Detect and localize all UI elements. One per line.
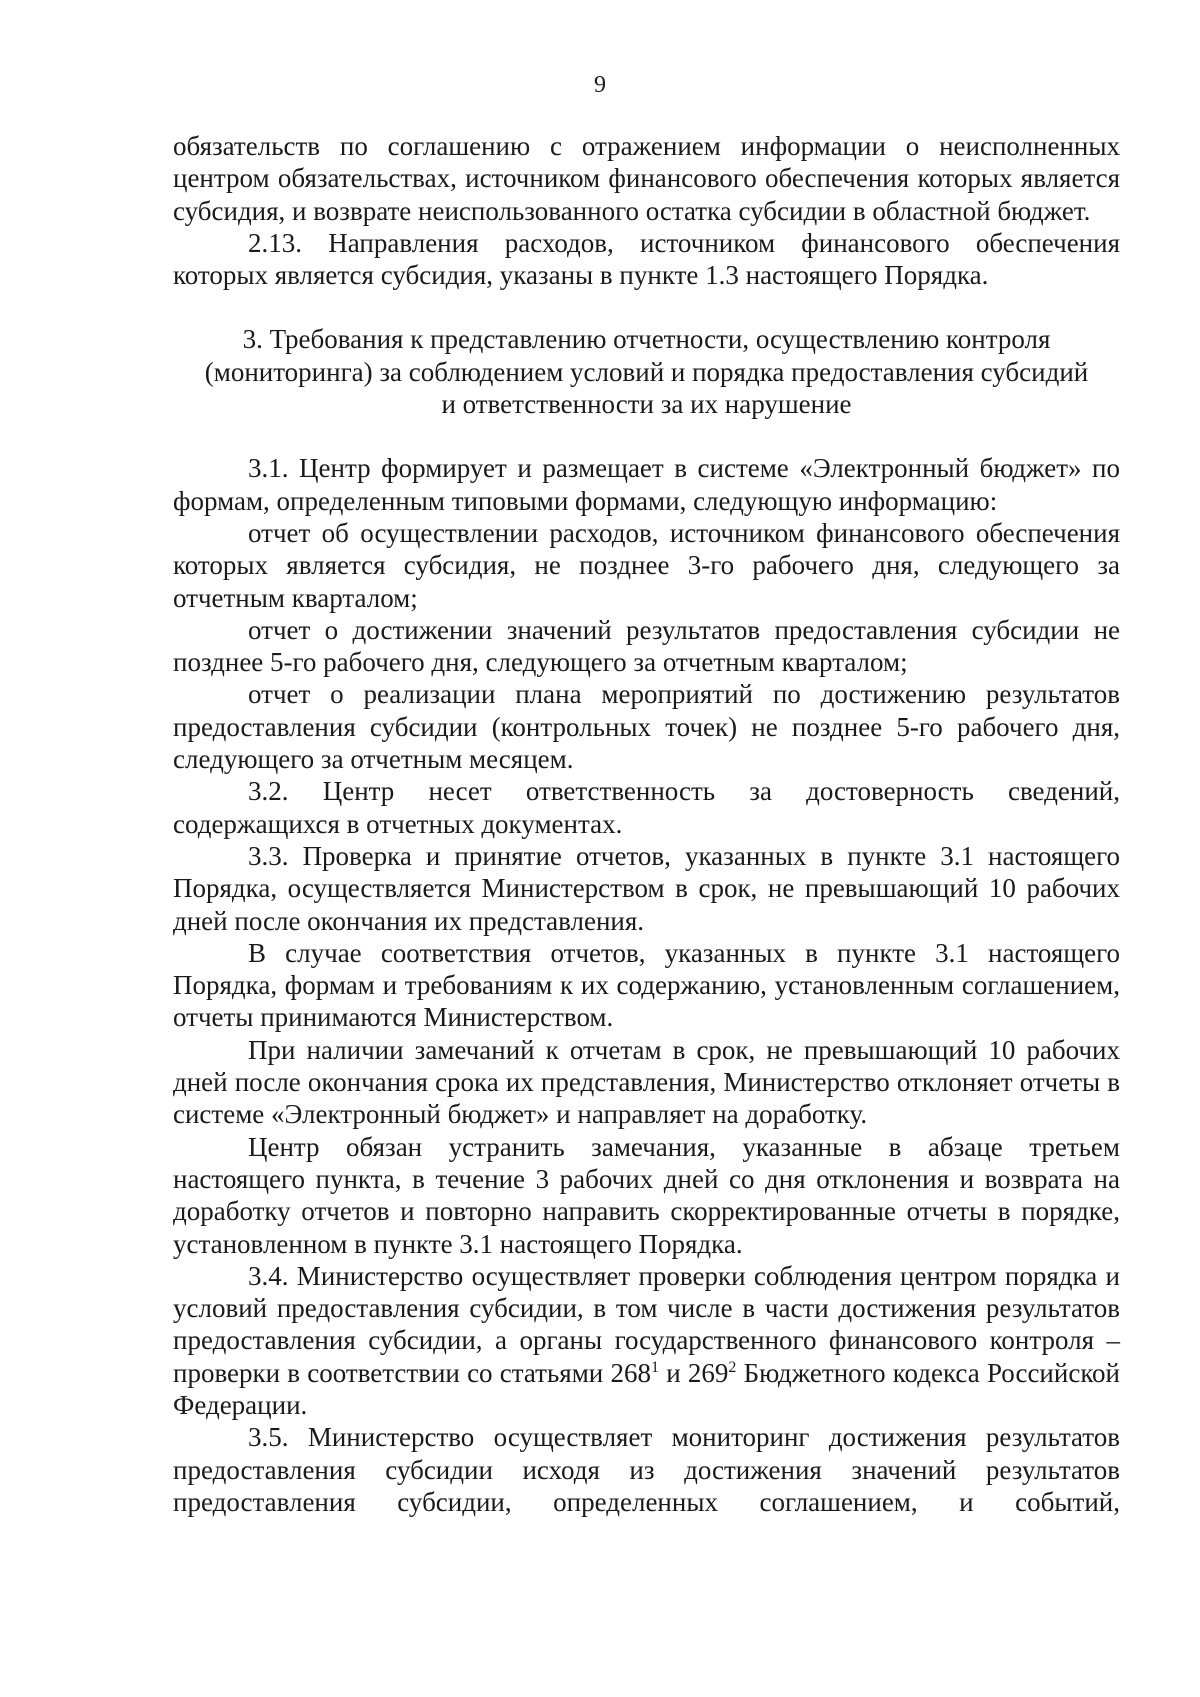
paragraph-3-3-correction: Центр обязан устранить замечания, указанные в абзаце третьем настоящего пункта, в течение 3 рабочих дней со дня отклонения и возврата на доработку отчетов и повторно направить скорректированные отчеты в порядке, установленном в пункте 3.1 настоящего Порядка. (173, 1131, 1120, 1259)
paragraph-2-13: 2.13. Направления расходов, источником финансового обеспечения которых является субсидия, указаны в пункте 1.3 настоящего Порядка. (173, 227, 1120, 291)
paragraph-3-4-text-end: Бюджетного кодекса Российской Федерации. (173, 1357, 1121, 1420)
heading-line-1: 3. Требования к представлению отчетности, осуществлению контроля (242, 324, 1051, 355)
paragraph-3-4-text: 3.4. Министерство осуществляет проверки соблюдения центром порядка и условий предоставления субсидии, в том числе в части достижения результатов предоставления субсидии, а органы государственного финансового контроля – проверки в соответствии со статьями 268 (173, 1260, 1120, 1388)
paragraph-3-3-acceptance: В случае соответствия отчетов, указанных в пункте 3.1 настоящего Порядка, формам и требованиям к их содержанию, установленным соглашением, отчеты принимаются Министерством. (173, 937, 1120, 1033)
paragraph-continuation: обязательств по соглашению с отражением информации о неисполненных центром обязательствах, источником финансового обеспечения которых является субсидия, и возврате неиспользованного остатка субсидии в областной бюджет. (173, 131, 1120, 226)
page-number: 9 (594, 72, 606, 98)
document-body (173, 130, 1120, 1518)
paragraph-3-2: 3.2. Центр несет ответственность за достоверность сведений, содержащихся в отчетных документах. (173, 776, 1120, 839)
paragraph-3-1: 3.1. Центр формирует и размещает в системе «Электронный бюджет» по формам, определенным типовыми формами, следующую информацию: (173, 453, 1120, 516)
paragraph-3-3: 3.3. Проверка и принятие отчетов, указанных в пункте 3.1 настоящего Порядка, осуществляется Министерством в срок, не превышающий 10 рабочих дней после окончания их представления. (173, 840, 1120, 936)
section-3-heading (173, 323, 1120, 420)
superscript-2: 2 (728, 1358, 737, 1376)
heading-line-2: (мониторинга) за соблюдением условий и порядка предоставления субсидий (204, 356, 1089, 387)
paragraph-3-1-report-plan: отчет о реализации плана мероприятий по достижению результатов предоставления субсидии (контрольных точек) не позднее 5-го рабочего дня, следующего за отчетным месяцем. (173, 679, 1120, 775)
paragraph-3-5: 3.5. Министерство осуществляет мониторинг достижения результатов предоставления субсидии исходя из достижения значений результатов предоставления субсидии, определенных соглашением, и событий, (173, 1422, 1120, 1517)
paragraph-3-4-text-mid: и 269 (658, 1357, 729, 1388)
heading-line-3: и ответственности за их нарушение (441, 389, 852, 420)
paragraph-3-1-report-results: отчет о достижении значений результатов предоставления субсидии не позднее 5-го рабочего дня, следующего за отчетным кварталом; (173, 614, 1120, 678)
superscript-1: 1 (650, 1358, 659, 1376)
paragraph-3-1-report-expenses: отчет об осуществлении расходов, источником финансового обеспечения которых является субсидия, не позднее 3-го рабочего дня, следующего за отчетным кварталом; (173, 517, 1120, 613)
paragraph-3-3-rejection: При наличии замечаний к отчетам в срок, не превышающий 10 рабочих дней после окончания срока их представления, Министерство отклоняет отчеты в системе «Электронный бюджет» и направляет на доработку. (173, 1034, 1120, 1130)
paragraph-3-4 (173, 1260, 1120, 1421)
